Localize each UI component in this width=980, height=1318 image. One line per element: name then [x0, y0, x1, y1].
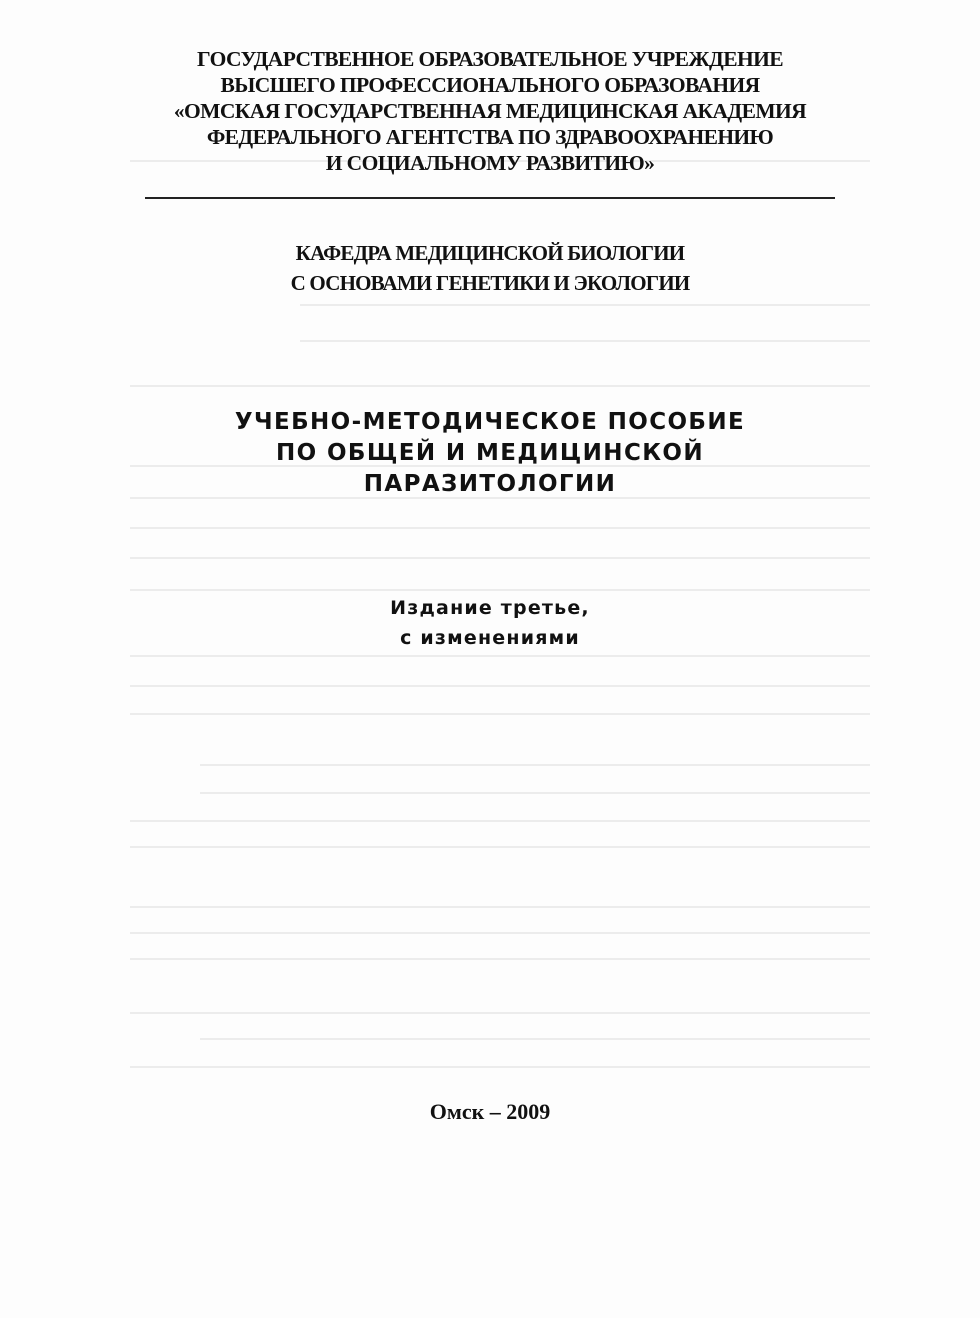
institution-header — [120, 46, 860, 176]
show-through-line — [300, 304, 870, 306]
edition-note — [330, 593, 650, 653]
show-through-line — [300, 340, 870, 342]
show-through-line — [130, 713, 870, 715]
show-through-line — [130, 385, 870, 387]
show-through-line — [130, 1066, 870, 1068]
document-title — [160, 407, 820, 500]
show-through-line — [200, 1038, 870, 1040]
show-through-line — [130, 527, 870, 529]
show-through-line — [200, 792, 870, 794]
title-line: ПАРАЗИТОЛОГИИ — [363, 471, 617, 497]
institution-line: И СОЦИАЛЬНОМУ РАЗВИТИЮ» — [325, 151, 655, 175]
show-through-line — [200, 764, 870, 766]
institution-line: ГОСУДАРСТВЕННОЕ ОБРАЗОВАТЕЛЬНОЕ УЧРЕЖДЕНИЕ — [197, 47, 783, 71]
department-name — [240, 238, 740, 298]
show-through-line — [130, 655, 870, 657]
place-and-year: Омск – 2009 — [429, 1099, 551, 1124]
show-through-line — [130, 820, 870, 822]
edition-line: Издание третье, — [390, 597, 590, 619]
show-through-line — [130, 557, 870, 559]
title-line: ПО ОБЩЕЙ И МЕДИЦИНСКОЙ — [275, 440, 705, 466]
show-through-line — [130, 906, 870, 908]
institution-line: ФЕДЕРАЛЬНОГО АГЕНТСТВА ПО ЗДРАВООХРАНЕНИЮ — [206, 125, 774, 149]
department-line: С ОСНОВАМИ ГЕНЕТИКИ И ЭКОЛОГИИ — [290, 271, 690, 295]
show-through-line — [130, 589, 870, 591]
edition-line: с изменениями — [400, 627, 580, 649]
header-divider — [145, 197, 835, 199]
show-through-line — [130, 685, 870, 687]
title-line: УЧЕБНО-МЕТОДИЧЕСКОЕ ПОСОБИЕ — [234, 409, 746, 435]
institution-line: «ОМСКАЯ ГОСУДАРСТВЕННАЯ МЕДИЦИНСКАЯ АКАДЕМИЯ — [173, 99, 807, 123]
show-through-line — [130, 932, 870, 934]
show-through-line — [130, 1012, 870, 1014]
show-through-line — [130, 958, 870, 960]
department-line: КАФЕДРА МЕДИЦИНСКОЙ БИОЛОГИИ — [295, 241, 685, 265]
institution-line: ВЫСШЕГО ПРОФЕССИОНАЛЬНОГО ОБРАЗОВАНИЯ — [220, 73, 760, 97]
show-through-line — [130, 846, 870, 848]
